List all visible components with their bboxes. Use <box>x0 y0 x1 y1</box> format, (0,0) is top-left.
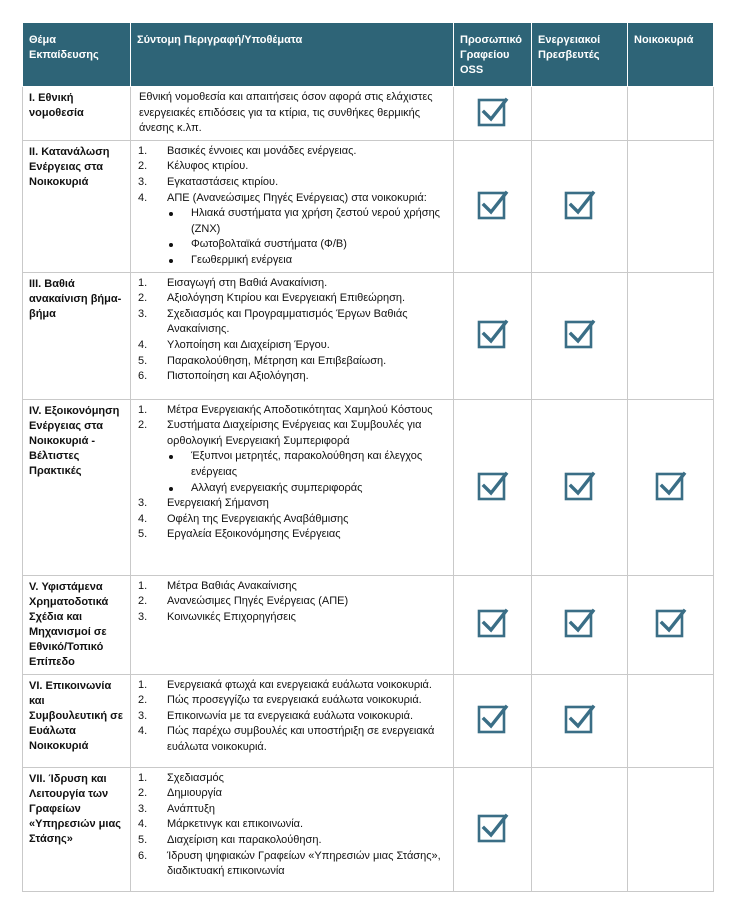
subtopic-text: Υλοποίηση και Διαχείριση Έργου. <box>167 338 330 351</box>
subtopic-text: Εγκαταστάσεις κτιρίου. <box>167 175 279 188</box>
subtopic-item <box>137 175 445 191</box>
audience-cell-households <box>628 767 714 891</box>
subtopic-item <box>137 307 445 338</box>
subtopic-item <box>137 338 445 354</box>
audience-cell-energy-ambassadors <box>532 272 628 399</box>
subtopic-list <box>137 771 445 880</box>
subtopic-list <box>137 579 445 626</box>
bullet-icon <box>169 455 173 459</box>
subtopic-text: ΑΠΕ (Ανανεώσιμες Πηγές Ενέργειας) στα νοικοκυριά: <box>167 191 427 204</box>
checked-box-icon <box>564 469 596 501</box>
subtopic-number: 4. <box>138 818 148 831</box>
subtopic-text: Πιστοποίηση και Αξιολόγηση. <box>167 370 309 383</box>
subtopic-item <box>137 496 445 512</box>
subtopic-number: 3. <box>138 307 148 320</box>
bullet-text: Γεωθερμική ενέργεια <box>191 253 293 266</box>
header-description: Σύντομη Περιγραφή/Υποθέματα <box>131 23 454 87</box>
checked-box-icon <box>564 702 596 734</box>
header-energy-ambassadors: Ενεργειακοί Πρεσβευτές <box>532 23 628 87</box>
description-text: Εθνική νομοθεσία και απαιτήσεις όσον αφορά στις ελάχιστες ενεργειακές επιδόσεις για τα κτίρια, τις συνθήκες θερμικής άνεσης κ.λπ. <box>139 91 433 135</box>
subtopic-item <box>137 610 445 626</box>
checked-box-icon <box>477 317 509 349</box>
subtopic-text: Επικοινωνία με τα ενεργειακά ευάλωτα νοικοκυριά. <box>167 709 414 722</box>
subtopic-number: 1. <box>138 579 148 592</box>
subtopic-item <box>137 817 445 833</box>
subtopic-number: 3. <box>138 610 148 623</box>
subtopic-item <box>137 802 445 818</box>
subtopic-number: 4. <box>138 338 148 351</box>
subtopic-list <box>137 144 445 269</box>
row-theme: V. Υφιστάμενα Χρηματοδοτικά Σχέδια και Μηχανισμοί σε Εθνικό/Τοπικό Επίπεδο <box>23 575 131 674</box>
audience-cell-energy-ambassadors <box>532 575 628 674</box>
bullet-icon <box>169 259 173 263</box>
subtopic-number: 3. <box>138 802 148 815</box>
audience-cell-energy-ambassadors <box>532 399 628 575</box>
subtopic-text: Δημιουργία <box>167 787 222 800</box>
subtopic-text: Μέτρα Ενεργειακής Αποδοτικότητας Χαμηλού Κόστους <box>167 403 433 416</box>
subtopic-item <box>137 724 445 755</box>
subtopic-item <box>137 403 445 419</box>
audience-cell-oss-staff <box>454 674 532 767</box>
subtopic-item <box>137 191 445 269</box>
bullet-icon <box>169 212 173 216</box>
audience-cell-oss-staff <box>454 87 532 141</box>
header-oss-staff: Προσωπικό Γραφείου OSS <box>454 23 532 87</box>
subtopic-number: 1. <box>138 771 148 784</box>
subtopic-text: Ανανεώσιμες Πηγές Ενέργειας (ΑΠΕ) <box>167 595 349 608</box>
subtopic-number: 2. <box>138 419 148 432</box>
subtopic-number: 5. <box>138 354 148 367</box>
audience-cell-households <box>628 272 714 399</box>
audience-cell-oss-staff <box>454 575 532 674</box>
subtopic-item <box>137 144 445 160</box>
subtopic-item <box>137 709 445 725</box>
checked-box-icon <box>477 188 509 220</box>
subtopic-text: Σχεδιασμός και Προγραμματισμός Έργων Βαθιάς Ανακαίνισης. <box>167 307 408 336</box>
subtopic-list <box>137 678 445 756</box>
subtopic-item <box>137 369 445 385</box>
subtopic-text: Παρακολούθηση, Μέτρηση και Επιβεβαίωση. <box>167 354 387 367</box>
row-theme: I. Εθνική νομοθεσία <box>23 87 131 141</box>
row-description <box>131 140 454 272</box>
subtopic-item <box>137 786 445 802</box>
subtopic-number: 4. <box>138 191 148 204</box>
table-row <box>23 767 714 891</box>
audience-cell-households <box>628 674 714 767</box>
table-body <box>23 87 714 892</box>
subtopic-text: Κέλυφος κτιρίου. <box>167 160 249 173</box>
subtopic-item <box>137 159 445 175</box>
subtopic-text: Ίδρυση ψηφιακών Γραφείων «Υπηρεσιών μιας Στάσης», διαδικτυακή επικοινωνία <box>167 849 441 878</box>
checked-box-icon <box>564 317 596 349</box>
subtopic-item <box>137 354 445 370</box>
subtopic-text: Σχεδιασμός <box>167 771 224 784</box>
subtopic-item <box>137 849 445 880</box>
subtopic-number: 1. <box>138 276 148 289</box>
row-description <box>131 674 454 767</box>
subtopic-number: 3. <box>138 175 148 188</box>
subtopic-text: Συστήματα Διαχείρισης Ενέργειας και Συμβουλές για ορθολογική Ενεργειακή Συμπεριφορά <box>167 419 422 447</box>
audience-cell-oss-staff <box>454 767 532 891</box>
subtopic-text: Κοινωνικές Επιχορηγήσεις <box>167 610 296 623</box>
table-row <box>23 140 714 272</box>
subtopic-text: Διαχείριση και παρακολούθηση. <box>167 833 322 846</box>
training-matrix-table <box>22 22 714 892</box>
subtopic-item <box>137 693 445 709</box>
subtopic-item <box>137 833 445 849</box>
row-description <box>131 575 454 674</box>
subtopic-text: Αξιολόγηση Κτιρίου και Ενεργειακή Επιθεώρηση. <box>167 292 406 305</box>
checked-box-icon <box>655 606 687 638</box>
audience-cell-energy-ambassadors <box>532 674 628 767</box>
bullet-text: Έξυπνοι μετρητές, παρακολούθηση και έλεγχος ενέργειας <box>191 450 423 478</box>
subtopic-number: 2. <box>138 787 148 800</box>
header-row <box>23 23 714 87</box>
row-theme: VI. Επικοινωνία και Συμβουλευτική σε Ευάλωτα Νοικοκυριά <box>23 674 131 767</box>
subtopic-item <box>137 276 445 292</box>
subtopic-number: 4. <box>138 512 148 525</box>
audience-cell-oss-staff <box>454 140 532 272</box>
checked-box-icon <box>477 95 509 127</box>
checked-box-icon <box>477 702 509 734</box>
subtopic-text: Εισαγωγή στη Βαθιά Ανακαίνιση. <box>167 276 328 289</box>
subtopic-text: Μέτρα Βαθιάς Ανακαίνισης <box>167 579 297 592</box>
subtopic-item <box>137 527 445 543</box>
bullet-item <box>167 449 445 480</box>
subtopic-text: Ενεργειακή Σήμανση <box>167 497 269 510</box>
audience-cell-households <box>628 575 714 674</box>
subtopic-number: 1. <box>138 403 148 416</box>
audience-cell-households <box>628 399 714 575</box>
bullet-text: Φωτοβολταϊκά συστήματα (Φ/Β) <box>191 238 347 251</box>
subtopic-item <box>137 594 445 610</box>
subtopic-number: 6. <box>138 849 148 862</box>
row-description <box>131 767 454 891</box>
row-theme: II. Κατανάλωση Ενέργειας στα Νοικοκυριά <box>23 140 131 272</box>
checked-box-icon <box>564 188 596 220</box>
subtopic-number: 3. <box>138 497 148 510</box>
bullet-list <box>167 206 445 268</box>
subtopic-number: 3. <box>138 709 148 722</box>
subtopic-number: 6. <box>138 370 148 383</box>
table-row <box>23 399 714 575</box>
checked-box-icon <box>564 606 596 638</box>
subtopic-item <box>137 291 445 307</box>
subtopic-text: Μάρκετινγκ και επικοινωνία. <box>167 818 304 831</box>
subtopic-number: 1. <box>138 144 148 157</box>
subtopic-number: 2. <box>138 595 148 608</box>
subtopic-list <box>137 403 445 543</box>
subtopic-text: Πώς προσεγγίζω τα ενεργειακά ευάλωτα νοικοκυριά. <box>167 694 422 707</box>
subtopic-list <box>137 276 445 385</box>
subtopic-number: 2. <box>138 292 148 305</box>
bullet-item <box>167 481 445 497</box>
subtopic-text: Ανάπτυξη <box>167 802 215 815</box>
table-row <box>23 87 714 141</box>
subtopic-text: Βασικές έννοιες και μονάδες ενέργειας. <box>167 144 357 157</box>
checked-box-icon <box>655 469 687 501</box>
header-theme: Θέμα Εκπαίδευσης <box>23 23 131 87</box>
subtopic-item <box>137 512 445 528</box>
row-description <box>131 399 454 575</box>
audience-cell-households <box>628 140 714 272</box>
bullet-item <box>167 237 445 253</box>
subtopic-number: 5. <box>138 833 148 846</box>
row-description <box>131 272 454 399</box>
subtopic-item <box>137 678 445 694</box>
subtopic-text: Πώς παρέχω συμβουλές και υποστήριξη σε ενεργειακά ευάλωτα νοικοκυριά. <box>167 725 435 753</box>
audience-cell-households <box>628 87 714 141</box>
row-theme: VII. Ίδρυση και Λειτουργία των Γραφείων «Υπηρεσιών μιας Στάσης» <box>23 767 131 891</box>
subtopic-text: Ενεργειακά φτωχά και ενεργειακά ευάλωτα νοικοκυριά. <box>167 678 432 691</box>
row-theme: IV. Εξοικονόμηση Ενέργειας στα Νοικοκυριά - Βέλτιστες Πρακτικές <box>23 399 131 575</box>
subtopic-number: 4. <box>138 725 148 738</box>
row-description <box>131 87 454 141</box>
bullet-item <box>167 253 445 269</box>
bullet-text: Αλλαγή ενεργειακής συμπεριφοράς <box>191 481 363 494</box>
checked-box-icon <box>477 811 509 843</box>
bullet-list <box>167 449 445 496</box>
row-theme: III. Βαθιά ανακαίνιση βήμα-βήμα <box>23 272 131 399</box>
checked-box-icon <box>477 469 509 501</box>
table-row <box>23 272 714 399</box>
subtopic-number: 2. <box>138 160 148 173</box>
subtopic-item <box>137 579 445 595</box>
table-row <box>23 575 714 674</box>
table-row <box>23 674 714 767</box>
subtopic-text: Οφέλη της Ενεργειακής Αναβάθμισης <box>167 512 349 525</box>
header-households: Νοικοκυριά <box>628 23 714 87</box>
subtopic-number: 2. <box>138 694 148 707</box>
audience-cell-energy-ambassadors <box>532 140 628 272</box>
audience-cell-oss-staff <box>454 272 532 399</box>
checked-box-icon <box>477 606 509 638</box>
subtopic-item <box>137 418 445 496</box>
bullet-text: Ηλιακά συστήματα για χρήση ζεστού νερού χρήσης (ΖΝΧ) <box>191 207 440 235</box>
bullet-icon <box>169 243 173 247</box>
bullet-icon <box>169 487 173 491</box>
subtopic-number: 1. <box>138 678 148 691</box>
subtopic-item <box>137 771 445 787</box>
bullet-item <box>167 206 445 237</box>
audience-cell-oss-staff <box>454 399 532 575</box>
subtopic-text: Εργαλεία Εξοικονόμησης Ενέργειας <box>167 528 341 541</box>
subtopic-number: 5. <box>138 528 148 541</box>
audience-cell-energy-ambassadors <box>532 87 628 141</box>
audience-cell-energy-ambassadors <box>532 767 628 891</box>
